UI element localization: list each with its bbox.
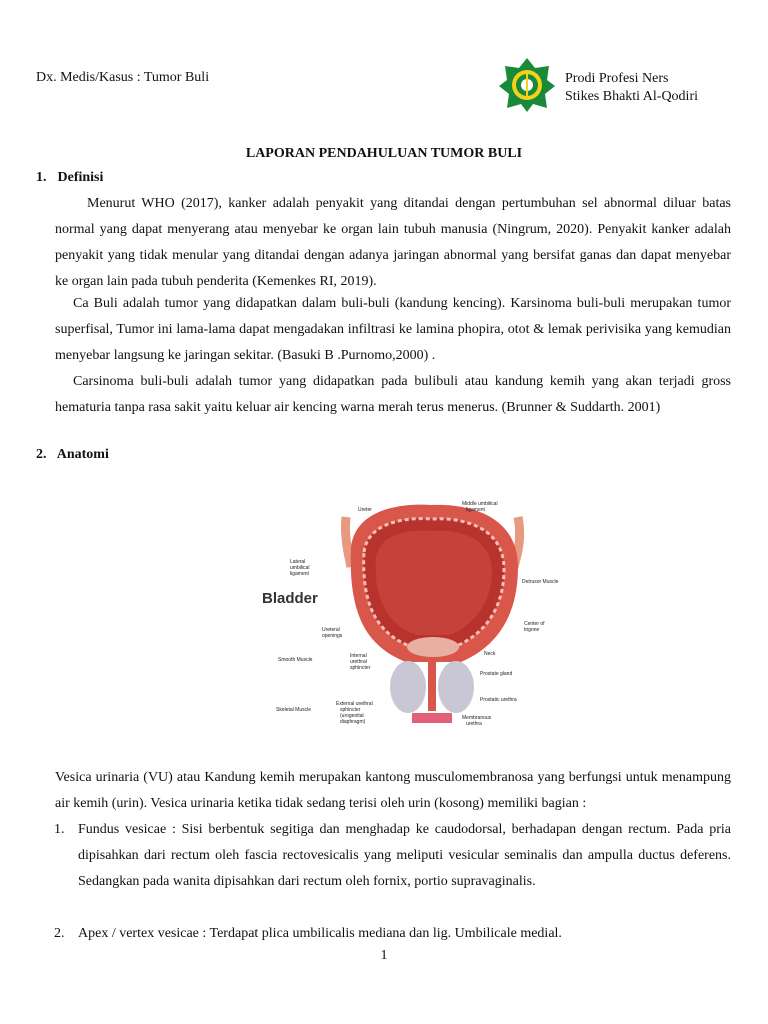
label-prostatic-urethra: Prostatic urethra [480, 697, 517, 703]
label-lateral-3: ligament [290, 571, 309, 577]
definisi-paragraph: Ca Buli adalah tumor yang didapatkan dalam buli-buli (kandung kencing). Karsinoma buli-buli merupakan tumor superfisal, Tumor ini lama-lama dapat mengadakan infiltrasi ke lamina phopira, otot & lemak perivisika yang kemudian menyebar langsung ke jaringan sekitar. (Basuki B .Purnomo,2000) . [55, 296, 731, 363]
label-lateral-2: umbilical [290, 565, 310, 571]
trigone [407, 637, 459, 657]
prostatic-urethra [428, 659, 436, 711]
label-internal-1: Internal [350, 653, 367, 659]
prostate-gland-right [438, 661, 474, 713]
label-ureteral-2: openings [322, 633, 343, 639]
label-trigone-1: Center of [524, 621, 545, 627]
label-trigone-2: trigone [524, 627, 540, 633]
section-label: Anatomi [56, 447, 109, 462]
definisi-paragraph: Carsinoma buli-buli adalah tumor yang didapatkan pada bulibuli atau kandung kemih yang akan terjadi gross hematuria tanpa rasa sakit yaitu keluar air kencing warna merah terus menerus. (Brunner & Suddarth. 2001) [55, 374, 731, 415]
prostate-gland [390, 661, 426, 713]
membranous-urethra [412, 713, 452, 723]
label-neck: Neck [484, 651, 496, 657]
anatomi-intro-paragraph: Vesica urinaria (VU) atau Kandung kemih merupakan kantong musculomembranosa yang berfungsi untuk menampung air kemih (urin). Vesica urinaria ketika tidak sedang terisi oleh urin (kosong) memiliki bagian : [55, 770, 731, 811]
list-item-text: Apex / vertex vesicae : Terdapat plica umbilicalis mediana dan lig. Umbilicale medial. [78, 926, 562, 941]
label-prostate: Prostate gland [480, 671, 513, 677]
label-external-3: (urogenital [340, 713, 364, 719]
label-membranous-1: Membranous [462, 715, 492, 721]
header-case-label: Dx. Medis/Kasus : Tumor Buli [36, 70, 210, 85]
section-label: Definisi [57, 170, 104, 185]
list-item-number: 2. [54, 926, 65, 941]
document-title: LAPORAN PENDAHULUAN TUMOR BULI [245, 146, 523, 161]
label-internal-2: urethral [350, 659, 367, 665]
institution-logo [497, 56, 557, 112]
label-median-ligament-2: ligament [466, 507, 485, 513]
label-median-ligament-1: Middle umbilical [462, 501, 498, 507]
label-internal-3: sphincter [350, 665, 371, 671]
figure-title: Bladder [262, 590, 318, 607]
label-skeletal-muscle: Skeletal Muscle [276, 707, 312, 713]
label-external-1: External urethral [336, 701, 373, 707]
label-smooth-muscle: Smooth Muscle [278, 657, 313, 663]
label-detrusor: Detrusor Muscle [522, 579, 559, 585]
header-institution [565, 70, 698, 106]
label-ureteral-1: Ureteral [322, 627, 340, 633]
bladder-anatomy-figure [256, 497, 576, 735]
page-number: 1 [380, 948, 388, 963]
definisi-paragraph: Menurut WHO (2017), kanker adalah penyakit yang ditandai dengan pertumbuhan sel abnormal diluar batas normal yang dapat menyerang atau menyebar ke organ lain tubuh manusia (Ningrum, 2020). Penyakit kanker adalah penyakit yang tidak menular yang ditandai dengan adanya jaringan abnormal yang bersifat ganas dan dapat menyebar ke organ lain pada tubuh penderita (Kemenkes RI, 2019). [55, 196, 731, 289]
label-ureter: Ureter [358, 507, 372, 513]
section-heading-anatomi [36, 447, 109, 463]
label-membranous-2: urethra [466, 721, 482, 727]
section-number: 2. [36, 447, 47, 462]
section-number: 1. [36, 170, 47, 185]
list-item-number: 1. [54, 822, 65, 837]
label-external-4: diaphragm) [340, 719, 366, 725]
label-lateral-1: Lateral [290, 559, 306, 565]
section-heading-definisi [36, 170, 103, 186]
list-item-text: Fundus vesicae : Sisi berbentuk segitiga dan menghadap ke caudodorsal, berhadapan dengan rectum. Pada pria dipisahkan dari rectum oleh fascia rectovesicalis yang meliputi vesicular seminalis dan ampulla ductus deferens. Sedangkan pada wanita dipisahkan dari rectum oleh fornix, portio supravaginalis. [78, 822, 731, 889]
label-external-2: sphincter [340, 707, 361, 713]
header-program: Prodi Profesi Ners [565, 71, 669, 86]
header-school: Stikes Bhakti Al-Qodiri [565, 89, 698, 104]
